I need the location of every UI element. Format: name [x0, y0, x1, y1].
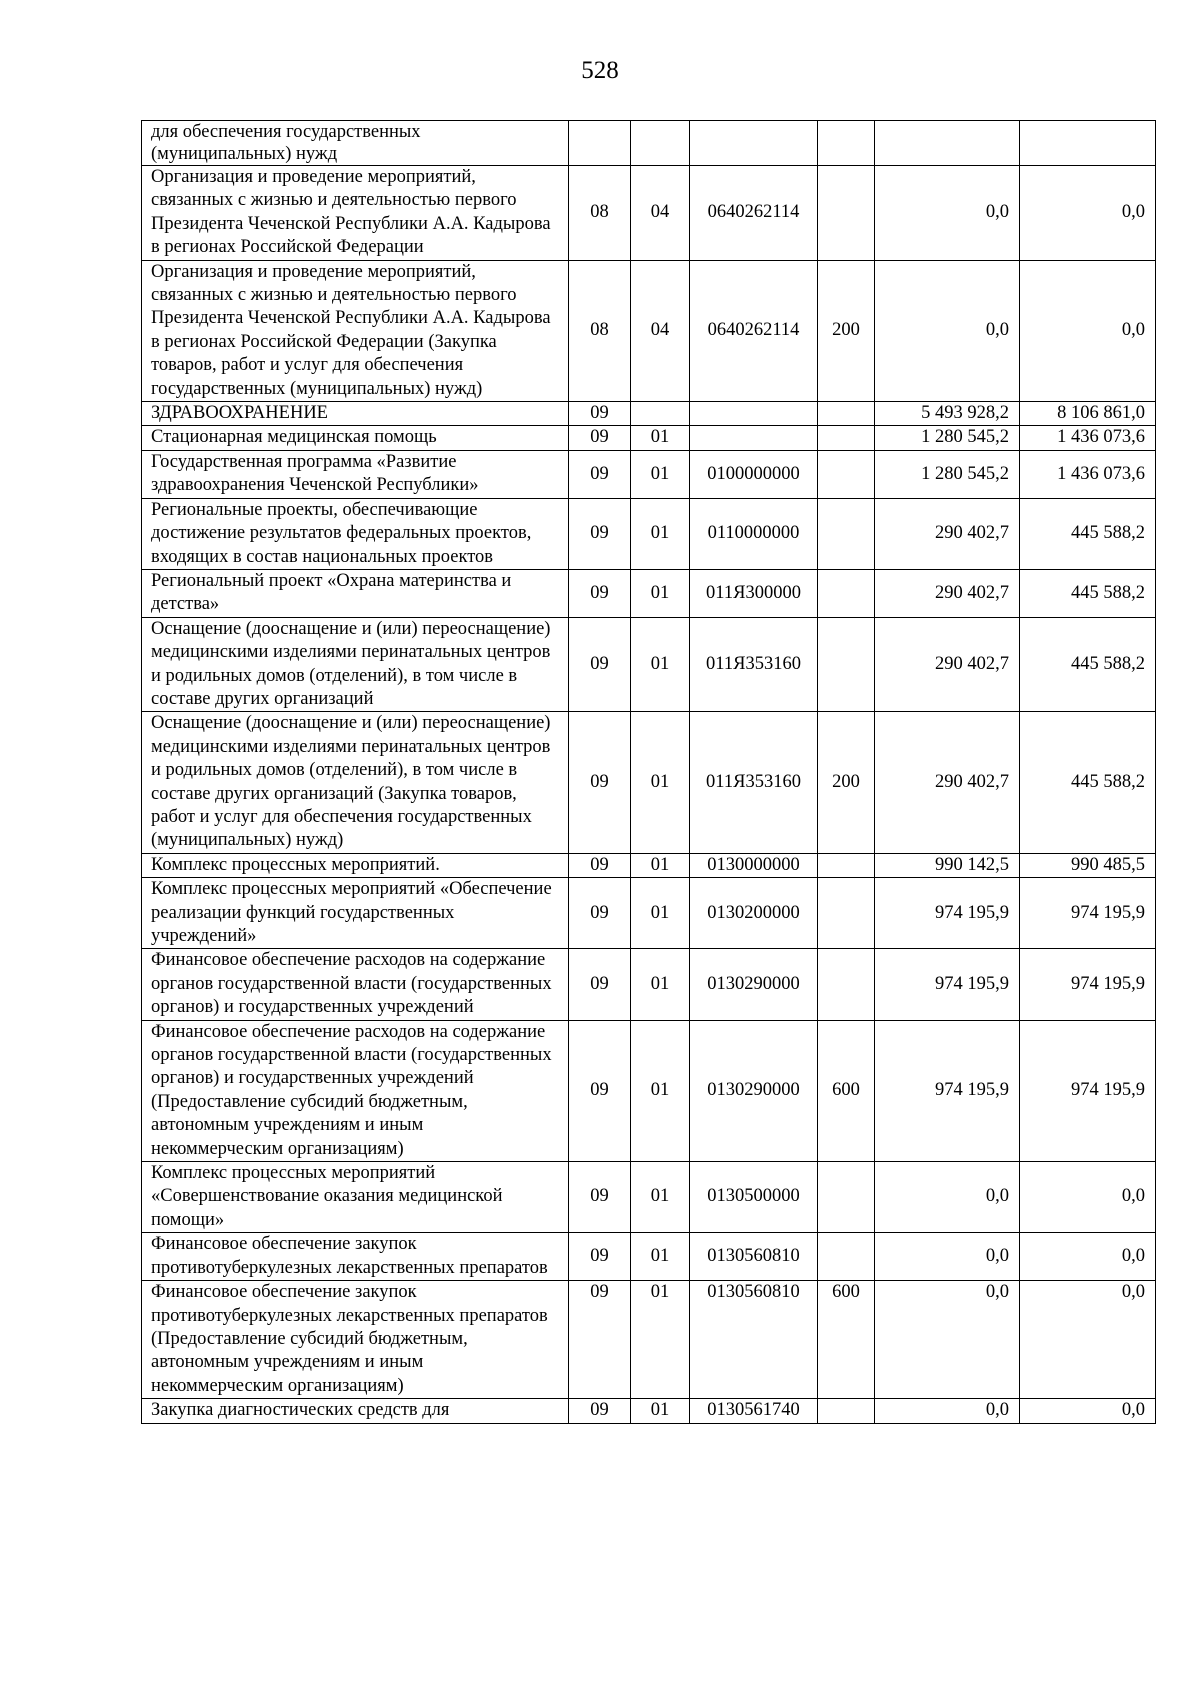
subsection-code: 01	[631, 1162, 690, 1233]
subsection-code: 01	[631, 1281, 690, 1399]
amount-year-1: 1 280 545,2	[875, 426, 1020, 450]
expense-type-code	[818, 498, 875, 569]
table-row	[142, 569, 1156, 617]
target-article-code: 0130560810	[690, 1281, 818, 1399]
table-row	[142, 498, 1156, 569]
item-name: Оснащение (дооснащение и (или) переоснащение) медицинскими изделиями перинатальных центров и родильных домов (отделений), в том числе в составе других организаций (Закупка товаров, работ и услуг для обеспечения государственных (муниципальных) нужд)	[142, 712, 569, 853]
section-code: 09	[569, 426, 631, 450]
section-code: 09	[569, 1020, 631, 1161]
expense-type-code	[818, 569, 875, 617]
section-code: 09	[569, 878, 631, 949]
target-article-code: 0130561740	[690, 1399, 818, 1423]
amount-year-2: 445 588,2	[1020, 617, 1156, 712]
item-name: Финансовое обеспечение закупок противотуберкулезных лекарственных препаратов	[142, 1233, 569, 1281]
section-code: 09	[569, 569, 631, 617]
item-name: Региональный проект «Охрана материнства и детства»	[142, 569, 569, 617]
expense-type-code	[818, 949, 875, 1020]
amount-year-2: 0,0	[1020, 260, 1156, 401]
section-code: 09	[569, 712, 631, 853]
table-row	[142, 402, 1156, 426]
section-code	[569, 121, 631, 166]
table-row	[142, 1233, 1156, 1281]
target-article-code: 0130500000	[690, 1162, 818, 1233]
amount-year-2: 0,0	[1020, 1399, 1156, 1423]
amount-year-2: 445 588,2	[1020, 712, 1156, 853]
section-code: 09	[569, 949, 631, 1020]
amount-year-1: 1 280 545,2	[875, 450, 1020, 498]
section-code: 09	[569, 1281, 631, 1399]
expense-type-code	[818, 121, 875, 166]
item-name: Оснащение (дооснащение и (или) переоснащение) медицинскими изделиями перинатальных центров и родильных домов (отделений), в том числе в составе других организаций	[142, 617, 569, 712]
amount-year-1: 974 195,9	[875, 1020, 1020, 1161]
expense-type-code	[818, 1233, 875, 1281]
target-article-code	[690, 402, 818, 426]
subsection-code: 01	[631, 878, 690, 949]
amount-year-1: 0,0	[875, 1233, 1020, 1281]
expense-type-code	[818, 166, 875, 261]
table-row	[142, 853, 1156, 877]
item-name: Региональные проекты, обеспечивающие достижение результатов федеральных проектов, входящих в состав национальных проектов	[142, 498, 569, 569]
section-code: 09	[569, 498, 631, 569]
item-name: для обеспечения государственных (муниципальных) нужд	[142, 121, 569, 166]
table-row	[142, 166, 1156, 261]
amount-year-1: 290 402,7	[875, 498, 1020, 569]
table-row	[142, 878, 1156, 949]
amount-year-1: 290 402,7	[875, 569, 1020, 617]
subsection-code: 01	[631, 712, 690, 853]
amount-year-2: 445 588,2	[1020, 498, 1156, 569]
amount-year-1: 0,0	[875, 260, 1020, 401]
section-code: 09	[569, 1162, 631, 1233]
expense-type-code: 600	[818, 1281, 875, 1399]
expense-type-code: 600	[818, 1020, 875, 1161]
amount-year-2: 0,0	[1020, 1233, 1156, 1281]
amount-year-1: 0,0	[875, 1281, 1020, 1399]
amount-year-1: 0,0	[875, 1399, 1020, 1423]
target-article-code: 0130000000	[690, 853, 818, 877]
amount-year-2: 974 195,9	[1020, 878, 1156, 949]
table-row	[142, 450, 1156, 498]
expense-type-code	[818, 1162, 875, 1233]
amount-year-2: 974 195,9	[1020, 1020, 1156, 1161]
section-code: 09	[569, 1233, 631, 1281]
target-article-code	[690, 121, 818, 166]
subsection-code: 04	[631, 260, 690, 401]
amount-year-2: 445 588,2	[1020, 569, 1156, 617]
target-article-code: 011Я353160	[690, 712, 818, 853]
expense-type-code: 200	[818, 712, 875, 853]
item-name: Государственная программа «Развитие здравоохранения Чеченской Республики»	[142, 450, 569, 498]
amount-year-1: 0,0	[875, 1162, 1020, 1233]
target-article-code: 0100000000	[690, 450, 818, 498]
subsection-code: 01	[631, 1399, 690, 1423]
section-code: 09	[569, 853, 631, 877]
amount-year-1: 290 402,7	[875, 712, 1020, 853]
amount-year-1: 974 195,9	[875, 949, 1020, 1020]
amount-year-2: 8 106 861,0	[1020, 402, 1156, 426]
expense-type-code	[818, 402, 875, 426]
item-name: Комплекс процессных мероприятий «Обеспечение реализации функций государственных учреждений»	[142, 878, 569, 949]
subsection-code: 01	[631, 498, 690, 569]
subsection-code: 01	[631, 617, 690, 712]
budget-table	[141, 120, 1156, 1424]
section-code: 09	[569, 450, 631, 498]
target-article-code	[690, 426, 818, 450]
expense-type-code	[818, 853, 875, 877]
item-name: ЗДРАВООХРАНЕНИЕ	[142, 402, 569, 426]
table-row	[142, 121, 1156, 166]
subsection-code: 01	[631, 1020, 690, 1161]
table-row	[142, 712, 1156, 853]
item-name: Стационарная медицинская помощь	[142, 426, 569, 450]
table-row	[142, 1281, 1156, 1399]
amount-year-1: 5 493 928,2	[875, 402, 1020, 426]
amount-year-2	[1020, 121, 1156, 166]
amount-year-2: 990 485,5	[1020, 853, 1156, 877]
item-name: Финансовое обеспечение расходов на содержание органов государственной власти (государственных органов) и государственных учреждений (Предоставление субсидий бюджетным, автономным учреждениям и иным некоммерческим организациям)	[142, 1020, 569, 1161]
table-row	[142, 1399, 1156, 1423]
subsection-code: 04	[631, 166, 690, 261]
table-row	[142, 426, 1156, 450]
amount-year-1: 974 195,9	[875, 878, 1020, 949]
expense-type-code	[818, 426, 875, 450]
subsection-code	[631, 402, 690, 426]
target-article-code: 011Я300000	[690, 569, 818, 617]
expense-type-code: 200	[818, 260, 875, 401]
table-row	[142, 949, 1156, 1020]
section-code: 09	[569, 402, 631, 426]
target-article-code: 0130200000	[690, 878, 818, 949]
amount-year-1	[875, 121, 1020, 166]
page-number: 528	[581, 57, 619, 84]
expense-type-code	[818, 1399, 875, 1423]
subsection-code: 01	[631, 426, 690, 450]
amount-year-2: 974 195,9	[1020, 949, 1156, 1020]
section-code: 09	[569, 1399, 631, 1423]
subsection-code: 01	[631, 949, 690, 1020]
table-row	[142, 1020, 1156, 1161]
amount-year-1: 0,0	[875, 166, 1020, 261]
item-name: Организация и проведение мероприятий, связанных с жизнью и деятельностью первого Президента Чеченской Республики А.А. Кадырова в регионах Российской Федерации (Закупка товаров, работ и услуг для обеспечения государственных (муниципальных) нужд)	[142, 260, 569, 401]
section-code: 08	[569, 166, 631, 261]
expense-type-code	[818, 450, 875, 498]
table-row	[142, 617, 1156, 712]
section-code: 08	[569, 260, 631, 401]
item-name: Комплекс процессных мероприятий.	[142, 853, 569, 877]
item-name: Закупка диагностических средств для	[142, 1399, 569, 1423]
budget-table-body	[142, 121, 1156, 1424]
expense-type-code	[818, 617, 875, 712]
amount-year-1: 990 142,5	[875, 853, 1020, 877]
section-code: 09	[569, 617, 631, 712]
target-article-code: 011Я353160	[690, 617, 818, 712]
target-article-code: 0640262114	[690, 166, 818, 261]
item-name: Комплекс процессных мероприятий «Совершенствование оказания медицинской помощи»	[142, 1162, 569, 1233]
expense-type-code	[818, 878, 875, 949]
amount-year-1: 290 402,7	[875, 617, 1020, 712]
table-row	[142, 1162, 1156, 1233]
target-article-code: 0130290000	[690, 949, 818, 1020]
amount-year-2: 0,0	[1020, 166, 1156, 261]
amount-year-2: 0,0	[1020, 1162, 1156, 1233]
subsection-code: 01	[631, 569, 690, 617]
subsection-code: 01	[631, 450, 690, 498]
amount-year-2: 1 436 073,6	[1020, 426, 1156, 450]
target-article-code: 0130290000	[690, 1020, 818, 1161]
amount-year-2: 1 436 073,6	[1020, 450, 1156, 498]
target-article-code: 0110000000	[690, 498, 818, 569]
table-row	[142, 260, 1156, 401]
subsection-code: 01	[631, 1233, 690, 1281]
target-article-code: 0130560810	[690, 1233, 818, 1281]
amount-year-2: 0,0	[1020, 1281, 1156, 1399]
item-name: Финансовое обеспечение закупок противотуберкулезных лекарственных препаратов (Предоставление субсидий бюджетным, автономным учреждениям и иным некоммерческим организациям)	[142, 1281, 569, 1399]
target-article-code: 0640262114	[690, 260, 818, 401]
subsection-code	[631, 121, 690, 166]
item-name: Финансовое обеспечение расходов на содержание органов государственной власти (государственных органов) и государственных учреждений	[142, 949, 569, 1020]
item-name: Организация и проведение мероприятий, связанных с жизнью и деятельностью первого Президента Чеченской Республики А.А. Кадырова в регионах Российской Федерации	[142, 166, 569, 261]
subsection-code: 01	[631, 853, 690, 877]
